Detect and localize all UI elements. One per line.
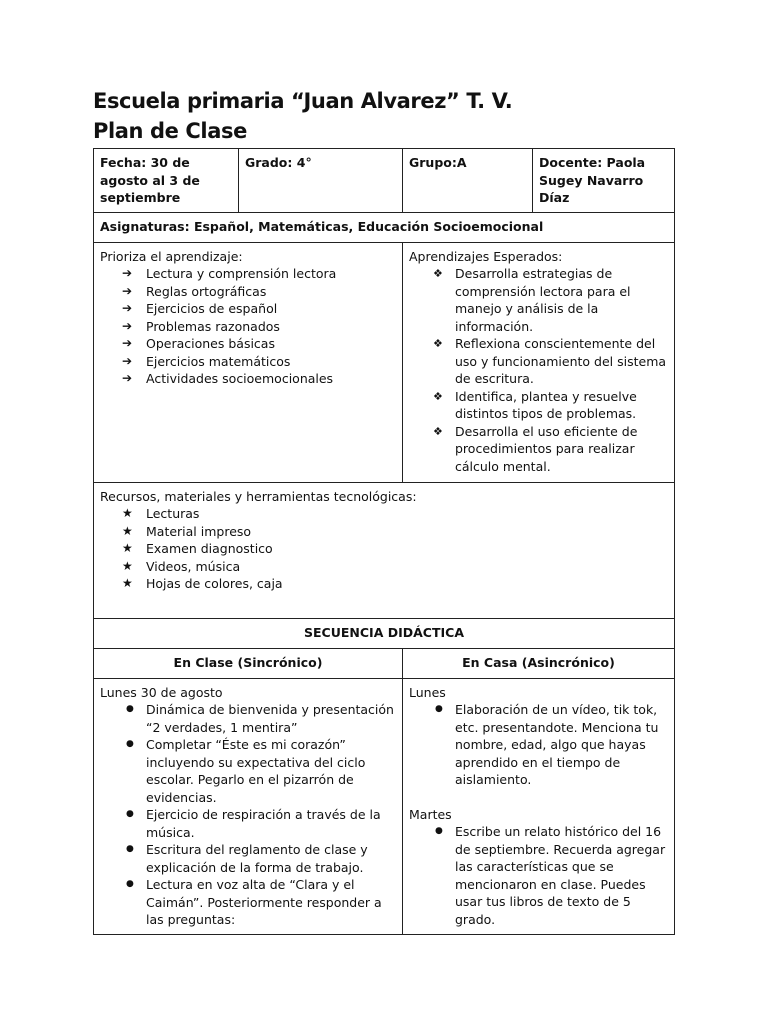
modalidad-row — [94, 648, 675, 678]
prioriza-list — [100, 265, 396, 388]
list-item: ❖ Reflexiona conscientemente del uso y funcionamiento del sistema de escritura. — [433, 336, 667, 386]
arrow-icon: ➔ — [122, 266, 133, 280]
asignaturas-row — [94, 212, 675, 242]
star-icon: ★ — [122, 506, 133, 520]
asignaturas-cell: Asignaturas: Español, Matemáticas, Educación Socioemocional — [94, 212, 675, 242]
arrow-icon: ➔ — [122, 301, 133, 315]
en-clase-cell — [94, 678, 403, 934]
list-item: ➔ Problemas razonados — [122, 318, 280, 334]
secuencia-title: SECUENCIA DIDÁCTICA — [94, 618, 675, 648]
list-item: ★ Examen diagnostico — [122, 541, 273, 556]
list-item: ● Completar “Éste es mi corazón” incluyendo su expectativa del ciclo escolar. Pegarlo en el pizarrón de evidencias. — [126, 737, 366, 805]
list-item: ● Lectura en voz alta de “Clara y el Caimán”. Posteriormente responder a las preguntas: — [126, 877, 382, 927]
list-item: ➔ Lectura y comprensión lectora — [122, 266, 337, 281]
list-item: ➔ Operaciones básicas — [122, 336, 275, 351]
list-item: ❖ Desarrolla estrategias de comprensión lectora para el manejo y análisis de la información. — [433, 266, 631, 334]
secuencia-row — [94, 618, 675, 648]
bullet-icon: ● — [126, 704, 134, 714]
diamond-bullet-icon: ❖ — [433, 424, 443, 438]
diamond-bullet-icon: ❖ — [433, 267, 443, 280]
list-item: ➔ Reglas ortográficas — [122, 283, 267, 299]
list-item: ★ Material impreso — [122, 523, 252, 539]
bullet-icon: ● — [126, 739, 134, 749]
fecha-cell: Fecha: 30 de agosto al 3 de septiembre — [94, 149, 239, 213]
list-item: ★ Videos, música — [122, 558, 241, 574]
bullet-icon: ● — [435, 826, 443, 836]
docente-cell: Docente: Paola Sugey Navarro Díaz — [533, 149, 675, 213]
recursos-label: Recursos, materiales y herramientas tecnológicas: — [100, 488, 417, 504]
recursos-cell — [94, 482, 675, 618]
star-icon: ★ — [122, 576, 133, 590]
star-icon: ★ — [122, 541, 133, 555]
en-clase-day: Lunes 30 de agosto — [100, 684, 223, 700]
list-item: ❖ Desarrolla el uso eficiente de procedimientos para realizar cálculo mental. — [433, 423, 638, 474]
en-casa-list-martes — [409, 823, 668, 928]
prioriza-label: Prioriza el aprendizaje: — [100, 248, 243, 264]
arrow-icon: ➔ — [122, 336, 133, 350]
list-item: ➔ Actividades socioemocionales — [122, 371, 334, 386]
list-item: ★ Lecturas — [122, 506, 200, 521]
en-casa-day-martes: Martes — [409, 806, 452, 822]
list-item: ★ Hojas de colores, caja — [122, 576, 283, 591]
actividades-row — [94, 678, 675, 934]
list-item: ● Escribe un relato histórico del 16 de septiembre. Recuerda agregar las características que se mencionaron en clase. Puedes usar tus libros de texto de 5 grado. — [435, 824, 666, 927]
en-casa-list-lunes — [409, 701, 668, 789]
esperados-list — [409, 265, 668, 475]
bullet-icon: ● — [435, 704, 443, 714]
document-title: Plan de Clase — [93, 119, 247, 143]
en-clase-header: En Clase (Sincrónico) — [94, 648, 403, 678]
lesson-plan-table — [93, 148, 675, 935]
arrow-icon: ➔ — [122, 353, 133, 368]
en-casa-day-lunes: Lunes — [409, 684, 446, 700]
recursos-list — [100, 505, 668, 593]
esperados-cell — [403, 242, 675, 482]
arrow-icon: ➔ — [122, 318, 133, 333]
school-name: Escuela primaria “Juan Alvarez” T. V. — [93, 89, 513, 113]
en-casa-cell — [403, 678, 675, 934]
list-item: ● Ejercicio de respiración a través de la música. — [126, 807, 381, 840]
header-row — [94, 149, 675, 213]
bullet-icon: ● — [126, 809, 134, 819]
arrow-icon: ➔ — [122, 283, 133, 298]
bullet-icon: ● — [126, 844, 134, 854]
diamond-bullet-icon: ❖ — [433, 337, 443, 350]
list-item: ● Dinámica de bienvenida y presentación “2 verdades, 1 mentira” — [126, 702, 394, 735]
bullet-icon: ● — [126, 879, 134, 889]
list-item: ➔ Ejercicios de español — [122, 301, 278, 316]
list-item: ● Escritura del reglamento de clase y explicación de la forma de trabajo. — [126, 842, 368, 875]
arrow-icon: ➔ — [122, 371, 133, 385]
recursos-row — [94, 482, 675, 618]
list-item: ➔ Ejercicios matemáticos — [122, 353, 291, 369]
spacer — [409, 789, 668, 806]
diamond-bullet-icon: ❖ — [433, 389, 443, 403]
star-icon: ★ — [122, 523, 133, 538]
document-heading — [93, 86, 512, 146]
grado-cell: Grado: 4° — [239, 149, 403, 213]
esperados-label: Aprendizajes Esperados: — [409, 248, 563, 264]
list-item: ❖ Identifica, plantea y resuelve distintos tipos de problemas. — [433, 388, 637, 421]
list-item: ● Elaboración de un vídeo, tik tok, etc. presentandote. Menciona tu nombre, edad, algo que hayas aprendido en el tiempo de aislamiento. — [435, 702, 659, 787]
star-icon: ★ — [122, 558, 133, 573]
en-casa-header: En Casa (Asincrónico) — [403, 648, 675, 678]
aprendizaje-row — [94, 242, 675, 482]
prioriza-cell — [94, 242, 403, 482]
en-clase-list — [100, 701, 396, 929]
grupo-cell: Grupo:A — [403, 149, 533, 213]
